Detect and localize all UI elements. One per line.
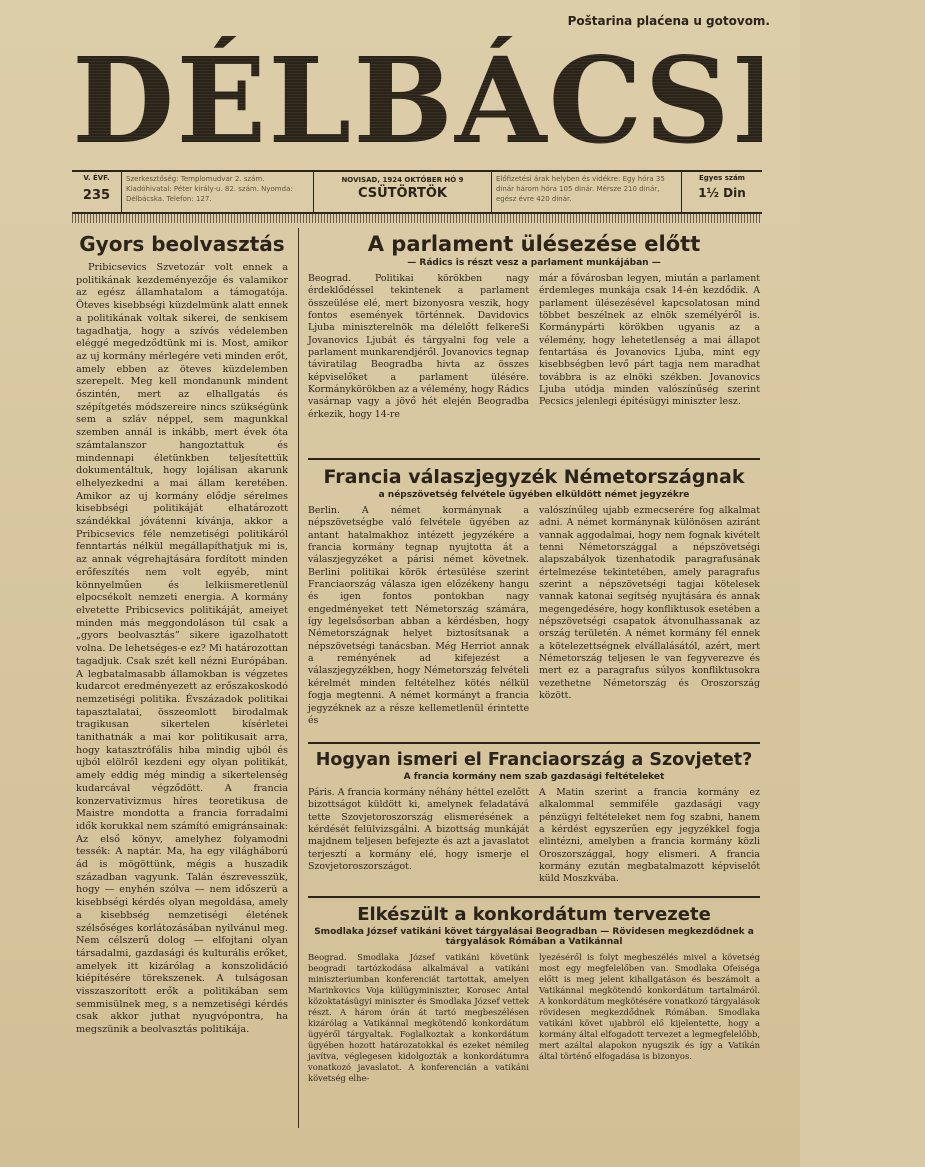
article-francia-body (308, 505, 760, 727)
article-gyors-paragraph: Pribicsevics Szvetozár volt ennek a politikának kezdeményezője és valamikor az egész államhatalom a támogatója. Öteves kisebbségi küzdelmünk alatt ennek a politikának voltak sikerei, de senkisem tagadhatja, hogy a szívós védelemben eléggé megedződtünk mi is. Most, amikor az uj kormány mérlegére veti minden erőt, amely ebben az öteves küzdelemben szerepelt. Meg kell mondanunk mindent őszintén, mert az elhallgatás és szépítgetés módszereire nincs szükségünk sem a szláv néppel, sem magunkkal szemben annál is inkább, mert évek óta számtalanszor hangoztattuk és mindennapi életünkben teljesítettük dokumentáltuk, hogy lojálisan akarunk elhelyezkedni a mai állam keretében. Amikor az uj kormány elődje sérelmes kisebbségi politikáját elhatározott szándékkal jóvátenni kívánja, akkor a Pribicsevics féle nemzetiségi politikáról fenntartás nélkül megállapíthatjuk mi is, az annak végrehajtására fordított minden erőfeszítés nem volt egyéb, mint könnyelműen és lelkiismeretlenül elpocsékolt nemzeti energia. A kormány elvetette Pribicsevics politikáját, ameiyet minden más meggondoláson túl csak a „gyors beolvasztás” sikere igazolhatott volna. De lehetséges-e ez? Mi határozottan tagadjuk. Csak szét kell nézni Európában. A legbatalmasabb államokban is végzetes kudarcot eredményezett az erőszakoskodó nemzetiségi politika. Évszázadok politikai tapasztalatai, összeomlott birodalmak tragikusan sikertelen kísérletei tanithatnák a mai kor politikusait arra, hogy katasztrófális hiba mindig ujból és ujból elölről kezdeni egy olyan politikát, amely eddig még mindig a sikertelenség kudarcával végződött. A francia konzervativizmus híres teoretikusa de Maistre mondotta a francia forradalmi idők korukkal nem számító emigránsainak: Az első könyv, amelyhez folyamodni tessék: A naptár. Ma, ha egy világháború ád is mögöttünk, mégis a huszadik században vagyunk. Talán észrevesszük, hogy — enyhén szólva — nem időszerü a kisebbségi kérdés olyan megoldása, amely a kisebbség nemzetiségi életének szélsőséges korlátozásában nyilvánul meg. Nem célszerű dolog — elfojtani olyan társadalmi, gazdasági és kulturális erőket, amelyek itt kizárólag a konszolidáció kiépítésére törekszenek. A tulságosan visszaszorított erők a politikában sem semmisülnek meg, s a nemzetiségi kérdés csak akkor juthat nyugvópontra, ha megszünik a beolvasztás politikája. (76, 262, 288, 1036)
section-rule (308, 742, 760, 744)
article-konkordatum-subtitle: Smodlaka József vatikáni követ tárgyalásai Beogradban — Rövidesen megkezdődnek a tárgyalások Rómában a Vatikánnal (314, 927, 754, 947)
article-parlament (308, 232, 760, 421)
price-label: Egyes szám (699, 174, 745, 182)
article-hogyan-subtitle: A francia kormány nem szab gazdasági feltételeket (403, 772, 665, 782)
subscription-info: Előfizetési árak helyben és vidékre: Egy hóra 35 dinár három hóra 105 dinár. Mérsze 210 dinár, egész évre 420 dinár. (492, 172, 682, 212)
article-hogyan-col2: A Matin szerint a francia kormány ez alkalommal semmiféle gazdasági vagy pénzügyi feltételeket nem fog szabni, hanem a kérdést egyszerűen egy jegyzékkel fogja elintézni, amelyben a francia kormány közli Oroszországgal, hogy elismeri. A francia kormány ezután megbatalmazott képviselőt küld Moszkvába. (539, 787, 760, 885)
article-konkordatum-title: Elkészült a konkordátum tervezete (357, 904, 711, 925)
article-parlament-body (308, 273, 760, 421)
city-date: NOVISAD, 1924 OKTÓBER HÓ 9 (341, 176, 464, 184)
masthead (72, 31, 925, 170)
article-konkordatum-body (308, 952, 760, 1084)
article-francia (308, 466, 760, 727)
article-francia-title: Francia válaszjegyzék Németországnak (323, 466, 745, 488)
issue-number: 235 (82, 188, 111, 203)
ornamental-divider (72, 213, 762, 223)
article-parlament-subtitle: — Rádics is részt vesz a parlament munkájában — (407, 258, 661, 268)
date-box (314, 172, 492, 212)
masthead-title: DÉLBÁCSKA (72, 31, 925, 170)
article-gyors-title: Gyors beolvasztás (79, 232, 285, 256)
article-konkordatum (308, 904, 760, 1084)
article-gyors (76, 232, 288, 1037)
article-parlament-col2: már a fővárosban legyen, miután a parlament érdemleges munkája csak 14-én kezdődik. A parlament ülésezésével kapcsolatosan mind többet beszélnek az elnök személyéről is. Kormánypárti körökben ugyanis az a vélemény, hogy lehetetlenség a mai állapot fentartása és Jovanovics Ljuba, mint egy kisebbségben levő párt tagja nem maradhat továbbra is az elnöki székben. Jovanovics Ljuba utódja minden valószínűség szerint Pecsics jelenlegi építésügyi miniszter lesz. (539, 273, 760, 408)
section-rule (308, 896, 760, 898)
article-parlament-title: A parlament ülésezése előtt (367, 232, 701, 256)
article-konkordatum-col1: Beograd. Smodlaka József vatikáni követünk beogradi tartózkodása alkalmával a vatikáni miniszteriumban konferenciát tartottak, amelyen Marinkovics Voja külügyminiszter, Korosec Antal közoktatásügyi miniszter és Smodlaka József vettek részt. A három órán át tartó megbeszélésen kizárólag a Vatikánnal megkötendő konkordátum ügyéről tárgyaltak. Foglalkoztak a konkordátum ügyében hozott határozatokkal és ezeket némileg javítva, véglegesen kidolgozták a konkordátumra vonatkozó javaslatot. A konferencián a vatikáni követség elhe- (308, 952, 529, 1083)
article-hogyan-body (308, 787, 760, 886)
postal-note: Poštarina plaćena u gotovom. (567, 14, 770, 28)
article-konkordatum-col2: lyezéséről is folyt megbeszélés mivel a követség most egy megfelelőben van. Smodlaka Ofeiséga előtt is meg jelent kihallgatáson és beszámolt a Vatikánnal megkötendő konkordátum tartalmáról. A konkordátum megkötésére vonatkozó tárgyalások rövidesen megkezdődnek Rómában. Smodlaka vatikáni követ ujabbról elő kijelentette, hogy a kormány által elfogadott tervezet a legmegfelelőbb, mert azáltal alapokon nyugszik és így a Vatikán által történő elfogadása is bizonyos. (539, 952, 760, 1061)
column-rule (298, 228, 299, 1128)
article-parlament-col1: Beograd. Politikai körökben nagy érdeklődéssel tekintenek a parlament összeülése elé, mert bizonyosra veszik, hogy fontos események történnek. Davidovics Ljuba miniszterelnök ma délelőtt felkereSi Jovanovics Ljubát és tárgyalni fog vele a parlament munkarendjéről. Jovanovics tegnap táviratilag Beogradba hivta az összes képviselőket a parlament ülésére. Kormánykörökben az a vélemény, hogy Rádics vasárnap vagy a jövő hét elején Beogradba érkezik, hogy 14-re (308, 273, 529, 420)
year-issue-box (72, 172, 122, 212)
article-hogyan-col1: Páris. A francia kormány néhány héttel ezelőtt bizottságot küldött ki, amelynek feladatává tette Szovjetoroszország elismerésének a kérdését felülvizsgálni. A bizottság munkáját majdnem teljesen befejezte és azt a javaslatot terjesztí a kormány elé, hogy ismerje el Szovjetoroszországot. (308, 787, 529, 873)
article-hogyan-title: Hogyan ismeri el Franciaország a Szovjetet? (315, 750, 753, 770)
article-francia-subtitle: a népszövetség felvétele ügyében elküldött német jegyzékre (378, 490, 690, 500)
article-francia-col2: valószínűleg ujabb ezmecserére fog alkalmat adni. A német kormánynak különösen aziránt vannak aggodalmai, hogy nem fognak kivételt tenni Németországgal a népszövetségi alapszabályok tizenhatodik paragrafusának értelmezése tekintetében, amely paragrafus szerint a népszövetségi tagjai kötelesek vannak katonai segítség nyujtására és annak megengedésére, hogy konfliktusok esetében a népszövetségi csapatok átvonulhassanak az ország területén. A német kormány fél ennek a kötelezettségnek elvállalásától, azért, mert Németország teljesen le van fegyverezve és mert ez a paragrafus súlyos konfliktusokra vezethetne Németország és Oroszország között. (539, 505, 760, 702)
editorial-info: Szerkesztőség: Templomudvar 2. szám. Kiadóhivatal: Péter király-u. 82. szám. Nyomda: Délbácska. Telefon: 127. (122, 172, 314, 212)
price-box (682, 172, 762, 212)
weekday: CSÜTÖRTÖK (357, 186, 448, 201)
article-hogyan (308, 750, 760, 886)
year-label: V. ÉVF. (83, 174, 110, 182)
info-bar (72, 170, 762, 214)
price: 1½ Din (698, 186, 746, 200)
article-francia-col1: Berlin. A német kormánynak a népszövetségbe való felvétele ügyében az antant hatalmakhoz intézett jegyzékére a francia kormány tegnap nyujtotta át a válaszjegyzéket a párisi német követnek. Berlini politikai körök értesülése szerint Franciaország válasza igen előzékeny hangu és igen fontos pontokban nagy engedményeket tett Németország számára, így legelsősorban abban a kérdésben, hogy Németországnak helyet biztosítsanak a népszövetségi tanácsban. Még Herriot annak a reményének ad kifejezést a válaszjegyzékben, hogy Németország felvételi kérelmét minden feltételhez kötés nélkül fogja megtenni. A német kormányt a francia jegyzéknek az a része kellemetlenül érintette és (308, 505, 529, 726)
article-gyors-body (76, 262, 288, 1037)
section-rule (308, 458, 760, 460)
